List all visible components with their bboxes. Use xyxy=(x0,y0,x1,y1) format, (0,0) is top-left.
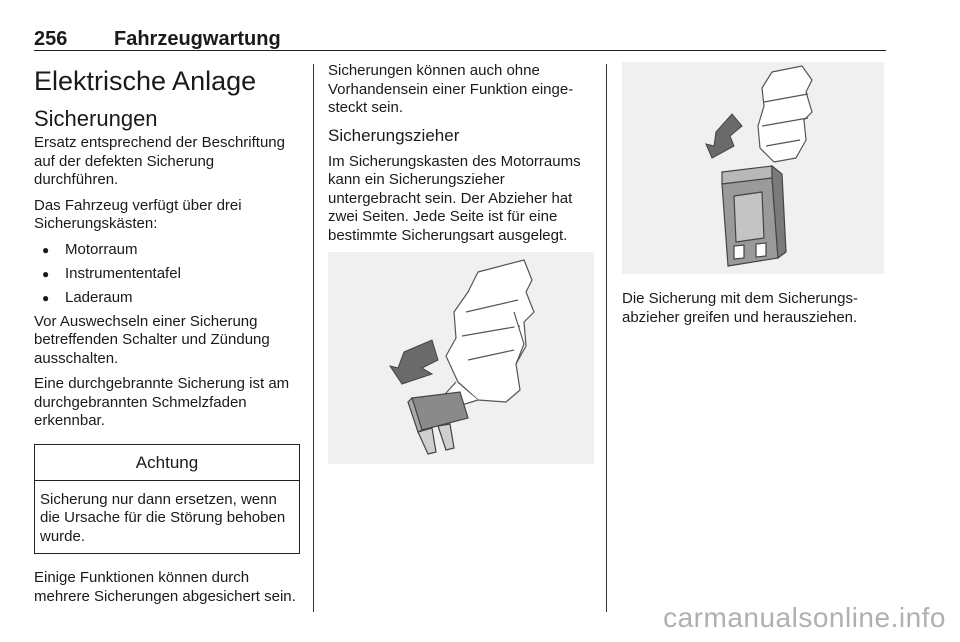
list-item: ● Laderaum xyxy=(34,289,300,307)
fuse-box-list xyxy=(34,241,300,307)
paragraph: Im Sicherungskasten des Motorraums kann ein Sicherungszieher untergebracht sein. Der Abzieher hat zwei Seiten. Jede Seite ist für eine bestimmte Sicherungsart ausgelegt. xyxy=(328,152,581,244)
fuse-puller-drawing xyxy=(328,252,594,464)
paragraph: Die Sicherung mit dem Sicherungsabzieher greifen und herausziehen. xyxy=(622,290,858,326)
fuse-puller-illustration xyxy=(328,252,594,464)
column-left xyxy=(34,62,300,613)
fuse-removal-drawing xyxy=(622,62,884,274)
column-divider xyxy=(606,64,607,612)
page-header xyxy=(34,28,886,51)
column-divider xyxy=(313,64,314,612)
paragraph: Einige Funktionen können durch mehrere Sicherungen abgesichert sein. xyxy=(34,569,296,605)
column-middle xyxy=(328,62,596,464)
column-right xyxy=(622,62,886,334)
paragraph: Sicherungen können auch ohne Vorhandensein einer Funktion eingesteckt sein. xyxy=(328,62,574,116)
paragraph: Eine durchgebrannte Sicherung ist am durchgebrannten Schmelzfaden erkennbar. xyxy=(34,375,290,429)
paragraph: Vor Auswechseln einer Sicherung betreffenden Schalter und Zündung ausschalten. xyxy=(34,312,270,367)
warning-title: Achtung xyxy=(35,445,299,481)
warning-box xyxy=(34,444,300,555)
list-item: ● Instrumententafel xyxy=(34,265,300,283)
chapter-title: Fahrzeugwartung xyxy=(114,28,281,50)
fuse-removal-illustration xyxy=(622,62,884,274)
watermark: carmanualsonline.info xyxy=(663,602,946,633)
page-title: Elektrische Anlage xyxy=(34,66,257,96)
paragraph: Ersatz entsprechend der Beschriftung auf der defekten Sicherung durchführen. xyxy=(34,134,285,188)
subsection-heading: Sicherungszieher xyxy=(328,125,460,145)
list-item: ● Motorraum xyxy=(34,241,300,259)
paragraph: Das Fahrzeug verfügt über drei Sicherungskästen: xyxy=(34,196,242,232)
page-number: 256 xyxy=(34,28,68,50)
section-heading: Sicherungen xyxy=(34,106,158,131)
warning-text: Sicherung nur dann ersetzen, wenn die Ursache für die Störung behoben wurde. xyxy=(40,490,286,545)
